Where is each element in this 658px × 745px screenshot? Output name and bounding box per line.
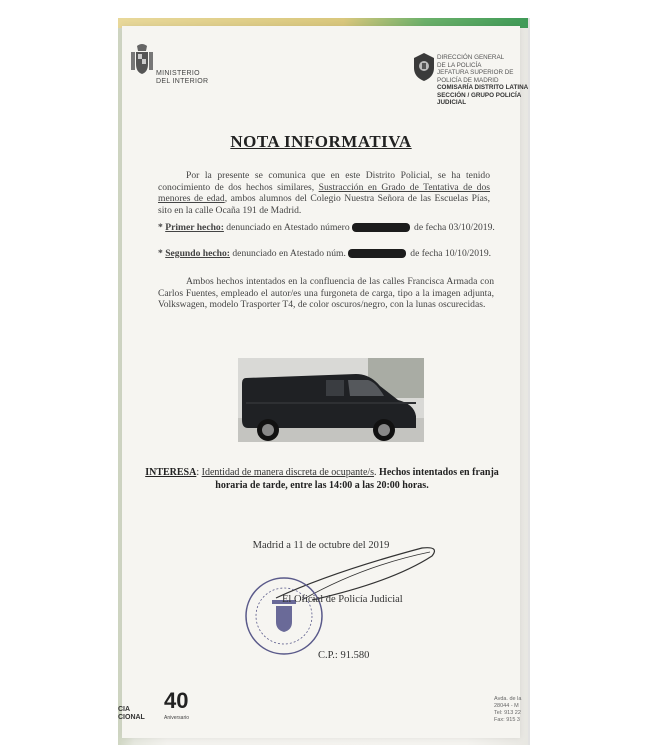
second-incident-date: de fecha 10/10/2019. — [407, 248, 492, 259]
van-photo — [238, 358, 424, 442]
official-stamp-icon — [242, 574, 326, 658]
redaction-mark — [348, 249, 406, 258]
date-line: Madrid a 11 de octubre del 2019 — [252, 540, 390, 551]
ministry-name — [156, 70, 208, 86]
police-header-line: DIRECCIÓN GENERAL — [437, 54, 505, 61]
interest-text: . — [374, 467, 380, 478]
ministry-line-2: DEL INTERIOR — [156, 78, 209, 85]
police-header — [437, 54, 528, 107]
police-badge-icon — [412, 52, 436, 82]
document-title: NOTA INFORMATIVA — [230, 132, 412, 151]
first-incident-text: denunciado en Atestado número — [223, 222, 350, 233]
anniversary-label: Aniversario — [164, 715, 190, 721]
interest-bold: Hechos intentados en franja horaria de tarde, entre las 14:00 a las 20:00 horas. — [215, 467, 499, 491]
signature-title: El Oficial de Policía Judicial — [282, 594, 403, 605]
second-incident-label: Segundo hecho: — [165, 248, 230, 259]
footer-address — [494, 696, 528, 724]
redaction-mark — [352, 223, 410, 232]
footer-left-line: CIA — [118, 706, 131, 713]
footer-address-line: Avda. de la — [494, 696, 522, 702]
second-incident-text: denunciado en Atestado núm. — [229, 248, 346, 259]
intro-paragraph — [158, 170, 490, 216]
intro-text: Por la presente se comunica que en este Distrito Policial, se ha tenido conocimiento de dos hechos similares, — [158, 170, 490, 193]
footer-left-logo — [118, 706, 145, 722]
footer-left-line: CIONAL — [118, 714, 145, 721]
interest-underlined: Identidad de manera discreta de ocupante/s — [201, 467, 375, 478]
police-header-line: DE LA POLICÍA — [437, 61, 482, 69]
page-edge — [528, 18, 530, 745]
document-photo — [118, 18, 528, 745]
second-incident: * Segundo hecho: denunciado en Atestado núm. de fecha 10/10/2019. — [158, 248, 492, 259]
interest-label: INTERESA — [145, 467, 197, 478]
footer-address-line: Tel: 913 22 — [494, 710, 521, 716]
footer-address-line: Fax: 915 3 — [494, 717, 520, 723]
police-header-line: JEFATURA SUPERIOR DE — [437, 69, 514, 76]
first-incident-date: de fecha 03/10/2019. — [411, 222, 495, 233]
first-incident: * Primer hecho: denunciado en Atestado número de fecha 03/10/2019. — [158, 222, 495, 233]
anniversary-logo — [164, 688, 190, 721]
anniversary-number: 40 — [164, 688, 189, 713]
details-paragraph: Ambos hechos intentados en la confluencia de las calles Francisca Armada con Carlos Fuentes, empleado el autor/es una furgoneta de carga, tipo a la imagen adjunta, Volkswagen, modelo Trasporter T4, de color oscuros/negro, con la lunas oscurecidas. — [158, 276, 494, 310]
intro-text-end: , ambos alumnos del Colegio Nuestra Señora de las Escuelas Pías, sito en la calle Ocaña 191 de Madrid. — [158, 193, 490, 216]
professional-number: C.P.: 91.580 — [318, 650, 370, 661]
footer-address-line: 28044 - M — [494, 703, 519, 709]
interest-note — [142, 466, 502, 492]
paper-sheet — [118, 26, 528, 738]
intro-underlined: Sustracción en Grado de Tentativa de dos menores de edad — [158, 181, 491, 204]
police-header-line: COMISARÍA DISTRITO LATINA — [437, 84, 528, 91]
police-header-line: POLICÍA DE MADRID — [437, 76, 499, 84]
interest-sep: : — [196, 467, 202, 478]
spain-crest-icon — [128, 44, 156, 76]
police-header-line: SECCIÓN / GRUPO POLICÍA JUDICIAL — [437, 91, 522, 106]
ministry-line-1: MINISTERIO — [156, 70, 200, 77]
first-incident-label: Primer hecho: — [165, 222, 224, 233]
